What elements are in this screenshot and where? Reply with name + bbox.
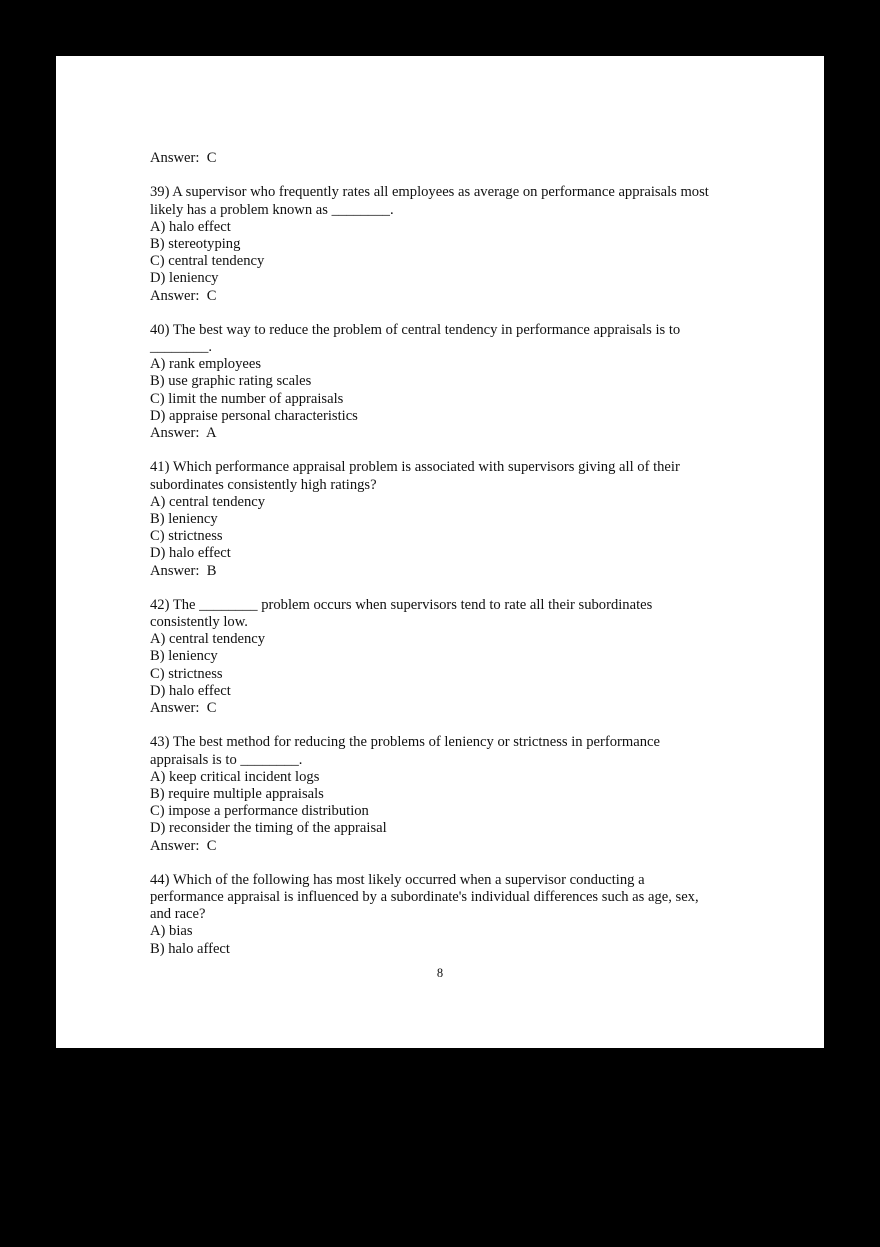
- option-a: A) bias: [150, 923, 193, 940]
- question-44: [150, 872, 750, 958]
- answer: Answer: B: [150, 562, 217, 579]
- answer: Answer: C: [150, 287, 217, 304]
- question-41: [150, 459, 750, 579]
- document-page: [56, 56, 824, 1048]
- option-b: B) leniency: [150, 648, 218, 665]
- option-d: D) halo effect: [150, 545, 231, 562]
- answer: Answer: A: [150, 425, 217, 441]
- question-43: [150, 734, 750, 854]
- question-stem-line: 44) Which of the following has most likely occurred when a supervisor conducting a: [150, 871, 645, 888]
- option-b: B) stereotyping: [150, 235, 241, 252]
- spacer: [150, 167, 750, 184]
- question-stem-line: performance appraisal is influenced by a subordinate's individual differences such as age, sex,: [150, 889, 699, 906]
- question-stem-line: ________.: [150, 339, 213, 356]
- option-d: D) appraise personal characteristics: [150, 407, 358, 424]
- page-number: 8: [436, 966, 444, 980]
- question-40: [150, 322, 750, 442]
- previous-answer: Answer: C: [150, 150, 217, 166]
- option-a: A) central tendency: [150, 493, 266, 510]
- answer: Answer: C: [150, 700, 217, 716]
- question-stem-line: consistently low.: [150, 614, 248, 631]
- question-stem-line: appraisals is to ________.: [150, 751, 303, 768]
- question-stem-line: 42) The ________ problem occurs when supervisors tend to rate all their subordinates: [150, 596, 653, 613]
- question-stem-line: 40) The best way to reduce the problem of central tendency in performance appraisals is to: [150, 321, 681, 338]
- question-stem-line: 39) A supervisor who frequently rates all employees as average on performance appraisals most: [150, 184, 709, 201]
- answer: Answer: C: [150, 837, 217, 854]
- option-d: D) leniency: [150, 270, 219, 287]
- option-a: A) halo effect: [150, 218, 231, 235]
- option-d: D) halo effect: [150, 682, 231, 699]
- question-stem-line: 41) Which performance appraisal problem is associated with supervisors giving all of their: [150, 459, 680, 476]
- question-42: [150, 597, 750, 717]
- question-stem-line: likely has a problem known as ________.: [150, 201, 394, 218]
- option-a: A) rank employees: [150, 356, 262, 373]
- question-stem-line: and race?: [150, 906, 206, 923]
- option-c: C) impose a performance distribution: [150, 803, 369, 820]
- option-c: C) limit the number of appraisals: [150, 390, 344, 407]
- spacer: [150, 305, 750, 322]
- question-39: [150, 184, 750, 304]
- option-b: B) halo affect: [150, 940, 230, 957]
- spacer: [150, 442, 750, 459]
- spacer: [150, 580, 750, 597]
- option-c: C) central tendency: [150, 253, 265, 270]
- spacer: [150, 855, 750, 872]
- spacer: [150, 717, 750, 734]
- option-b: B) require multiple appraisals: [150, 785, 324, 802]
- option-c: C) strictness: [150, 665, 223, 682]
- option-a: A) keep critical incident logs: [150, 768, 320, 785]
- option-b: B) leniency: [150, 510, 218, 527]
- option-b: B) use graphic rating scales: [150, 373, 312, 390]
- option-c: C) strictness: [150, 528, 223, 545]
- page-content: [150, 150, 750, 958]
- question-stem-line: 43) The best method for reducing the problems of leniency or strictness in performance: [150, 734, 660, 751]
- question-stem-line: subordinates consistently high ratings?: [150, 476, 377, 493]
- option-d: D) reconsider the timing of the appraisal: [150, 820, 387, 837]
- option-a: A) central tendency: [150, 631, 266, 648]
